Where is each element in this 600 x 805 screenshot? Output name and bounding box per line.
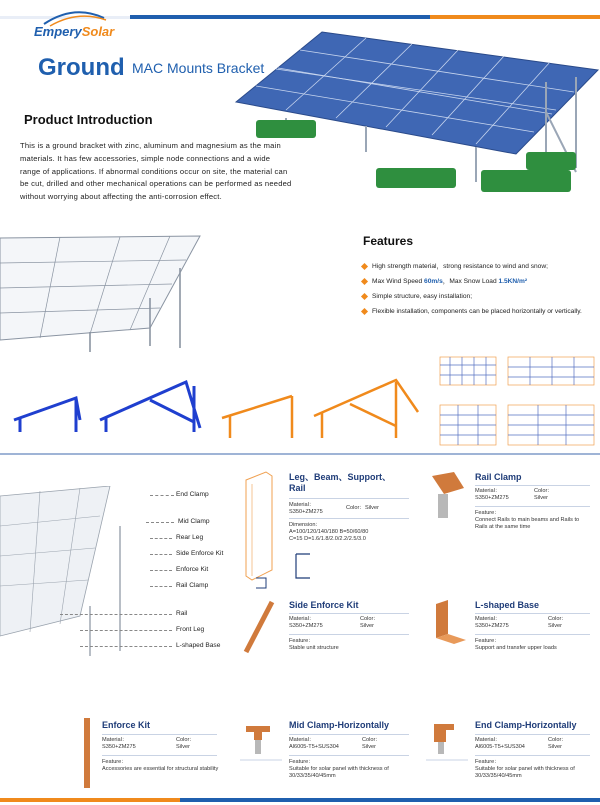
diagram-label: Rail: [176, 610, 188, 617]
card-feature: [475, 510, 593, 531]
hero-solar-array-image: [226, 22, 600, 212]
color-label: Color：: [360, 616, 379, 622]
leader-line: [146, 522, 174, 523]
leader-line: [150, 554, 172, 555]
material-label: Material：: [475, 616, 501, 622]
color-label: Color：: [548, 737, 567, 743]
diagram-label: Enforce Kit: [176, 566, 209, 573]
feature-value: Accessories are essential for structural stability: [102, 766, 219, 772]
side-view-array-image: [0, 228, 230, 358]
card-separator: [289, 518, 409, 519]
card-feature: [102, 759, 222, 773]
material-value: S350+ZM275: [289, 509, 323, 515]
leg-beam-profile-image: [236, 470, 286, 590]
material-value: S350+ZM275: [475, 623, 509, 629]
bullet-icon: [361, 263, 368, 270]
side-enforce-kit-image: [236, 596, 282, 656]
diagram-label: End Clamp: [176, 491, 209, 498]
card-separator: [289, 755, 409, 756]
color-value: Silver: [534, 495, 548, 501]
feature-text: High strength material，strong resistance to wind and snow;: [372, 263, 548, 270]
card-color: [534, 488, 553, 502]
dimension-line: A=100/120/140/180 B=50/60/80: [289, 529, 369, 535]
material-value: S350+ZM275: [475, 495, 509, 501]
card-color: [362, 737, 381, 751]
feature-value: Stable unit structure: [289, 645, 339, 651]
material-label: Material：: [475, 488, 501, 494]
feature-label: Feature：: [475, 759, 500, 765]
feature-item: [362, 307, 582, 316]
card-separator: [289, 498, 409, 499]
color-label: Color：: [548, 616, 567, 622]
card-color: [346, 505, 379, 512]
leader-line: [80, 646, 172, 647]
page-title: Ground: [38, 54, 125, 81]
feature-item: [362, 292, 582, 301]
feature-item: [362, 277, 582, 286]
card-title-end-clamp: End Clamp-Horizontally: [475, 720, 577, 730]
material-label: Material：: [289, 502, 315, 508]
material-label: Material：: [102, 737, 128, 743]
feature-text-part: ，Max Snow Load: [442, 278, 499, 285]
feature-text-part: Max Wind Speed: [372, 278, 425, 285]
card-separator: [289, 634, 409, 635]
card-title-line: Rail: [289, 483, 306, 493]
card-material: [475, 737, 525, 751]
color-value: Silver: [362, 744, 376, 750]
enforce-kit-image: [78, 716, 98, 791]
feature-item: [362, 262, 582, 271]
feature-label: Feature：: [289, 638, 314, 644]
dimension-line: C=15 D=1.6/1.8/2.0/2.2/2.5/3.0: [289, 536, 366, 542]
leader-line: [150, 586, 172, 587]
card-material: [289, 616, 323, 630]
card-material: [475, 616, 509, 630]
card-feature: [475, 759, 593, 780]
mid-clamp-image: [236, 716, 286, 786]
card-separator: [475, 506, 590, 507]
card-title-line: Leg、Beam、Support、: [289, 472, 392, 482]
dimension-label: Dimension：: [289, 522, 322, 528]
color-label: Color：: [176, 737, 195, 743]
component-diagram-image: [0, 486, 170, 666]
bullet-icon: [361, 308, 368, 315]
color-value: Silver: [176, 744, 190, 750]
card-feature: [289, 638, 409, 652]
l-shaped-base-image: [426, 598, 470, 648]
feature-value: Suitable for solar panel with thickness of 30/33/35/40/45mm: [289, 766, 389, 779]
color-label: Color：: [534, 488, 553, 494]
section-divider: [0, 453, 600, 455]
card-title-l-shaped-base: L-shaped Base: [475, 600, 540, 610]
material-label: Material：: [475, 737, 501, 743]
feature-value: Support and transfer upper loads: [475, 645, 557, 651]
card-color: [360, 616, 379, 630]
card-feature: [289, 759, 409, 780]
intro-heading: Product Introduction: [24, 112, 153, 127]
bullet-icon: [361, 293, 368, 300]
bullet-icon: [361, 278, 368, 285]
card-title-side-enforce-kit: Side Enforce Kit: [289, 600, 359, 610]
feature-text: Flexible installation, components can be placed horizontally or vertically.: [372, 308, 582, 315]
material-label: Material：: [289, 616, 315, 622]
card-color: [548, 616, 567, 630]
card-material: [289, 502, 323, 516]
color-value: Silver: [548, 744, 562, 750]
material-value: Al6005-T5+SUS304: [475, 744, 525, 750]
feature-text: Simple structure, easy installation;: [372, 293, 473, 300]
card-material: [102, 737, 136, 751]
card-separator: [475, 485, 590, 486]
card-color: [548, 737, 567, 751]
card-material: [289, 737, 339, 751]
end-clamp-image: [422, 714, 472, 784]
material-value: S350+ZM275: [102, 744, 136, 750]
card-separator: [475, 634, 590, 635]
feature-text: [372, 277, 527, 286]
feature-value: Suitable for solar panel with thickness of 30/33/35/40/45mm: [475, 766, 575, 779]
feature-label: Feature：: [102, 759, 127, 765]
leader-line: [150, 495, 174, 496]
page-subtitle: MAC Mounts Bracket: [132, 60, 265, 76]
color-label: Color：: [362, 737, 381, 743]
color-label: Color：: [346, 505, 365, 511]
diagram-label: L-shaped Base: [176, 642, 221, 649]
logo-main-text: Empery: [34, 24, 82, 39]
features-heading: Features: [363, 234, 414, 248]
snow-load-value: 1.5KN/m²: [498, 278, 528, 285]
feature-label: Feature：: [475, 638, 500, 644]
color-value: Silver: [548, 623, 562, 629]
footer-bar: [0, 795, 600, 805]
intro-body: This is a ground bracket with zinc, aluminum and magnesium as the main materials. It has few accessories, simple node connections and a wide range of applications. If abnormal conditions occur on site, the material can be cut, drilled and other mechanical operations can be performed as needed without worrying about affecting the anti-corrosion effect.: [20, 141, 292, 202]
feature-label: Feature：: [289, 759, 314, 765]
card-separator: [289, 613, 409, 614]
features-list: [362, 262, 582, 322]
card-dimension: [289, 522, 414, 543]
card-feature: [475, 638, 593, 652]
frame-variants-image: [0, 372, 430, 444]
card-separator: [102, 734, 217, 735]
diagram-label: Mid Clamp: [178, 518, 210, 525]
material-value: Al6005-T5+SUS304: [289, 744, 339, 750]
card-color: [176, 737, 195, 751]
card-separator: [102, 755, 217, 756]
panel-layout-grids-image: [438, 355, 598, 450]
c-section-diagram-image: [292, 552, 314, 580]
leader-line: [80, 630, 172, 631]
card-title-mid-clamp: Mid Clamp-Horizontally: [289, 720, 390, 730]
diagram-label: Rear Leg: [176, 534, 204, 541]
rail-clamp-image: [424, 468, 472, 528]
card-separator: [475, 613, 590, 614]
leader-line: [150, 538, 172, 539]
diagram-label: Side Enforce Kit: [176, 550, 224, 557]
leader-line: [150, 570, 172, 571]
material-label: Material：: [289, 737, 315, 743]
color-value: Silver: [364, 505, 379, 511]
wind-speed-value: 60m/s: [424, 278, 443, 285]
logo: [34, 24, 114, 39]
feature-value: Connect Rails to main beams and Rails to Rails at the same time: [475, 517, 580, 530]
card-separator: [475, 734, 590, 735]
color-value: Silver: [360, 623, 374, 629]
diagram-label: Rail Clamp: [176, 582, 209, 589]
material-value: S350+ZM275: [289, 623, 323, 629]
feature-label: Feature：: [475, 510, 500, 516]
card-separator: [289, 734, 409, 735]
card-separator: [475, 755, 590, 756]
card-title-enforce-kit: Enforce Kit: [102, 720, 151, 730]
diagram-label: Front Leg: [176, 626, 205, 633]
card-title-rail-clamp: Rail Clamp: [475, 472, 522, 482]
card-material: [475, 488, 509, 502]
leader-line: [60, 614, 172, 615]
card-title-leg-beam: [289, 472, 409, 494]
logo-accent-text: Solar: [81, 24, 115, 39]
